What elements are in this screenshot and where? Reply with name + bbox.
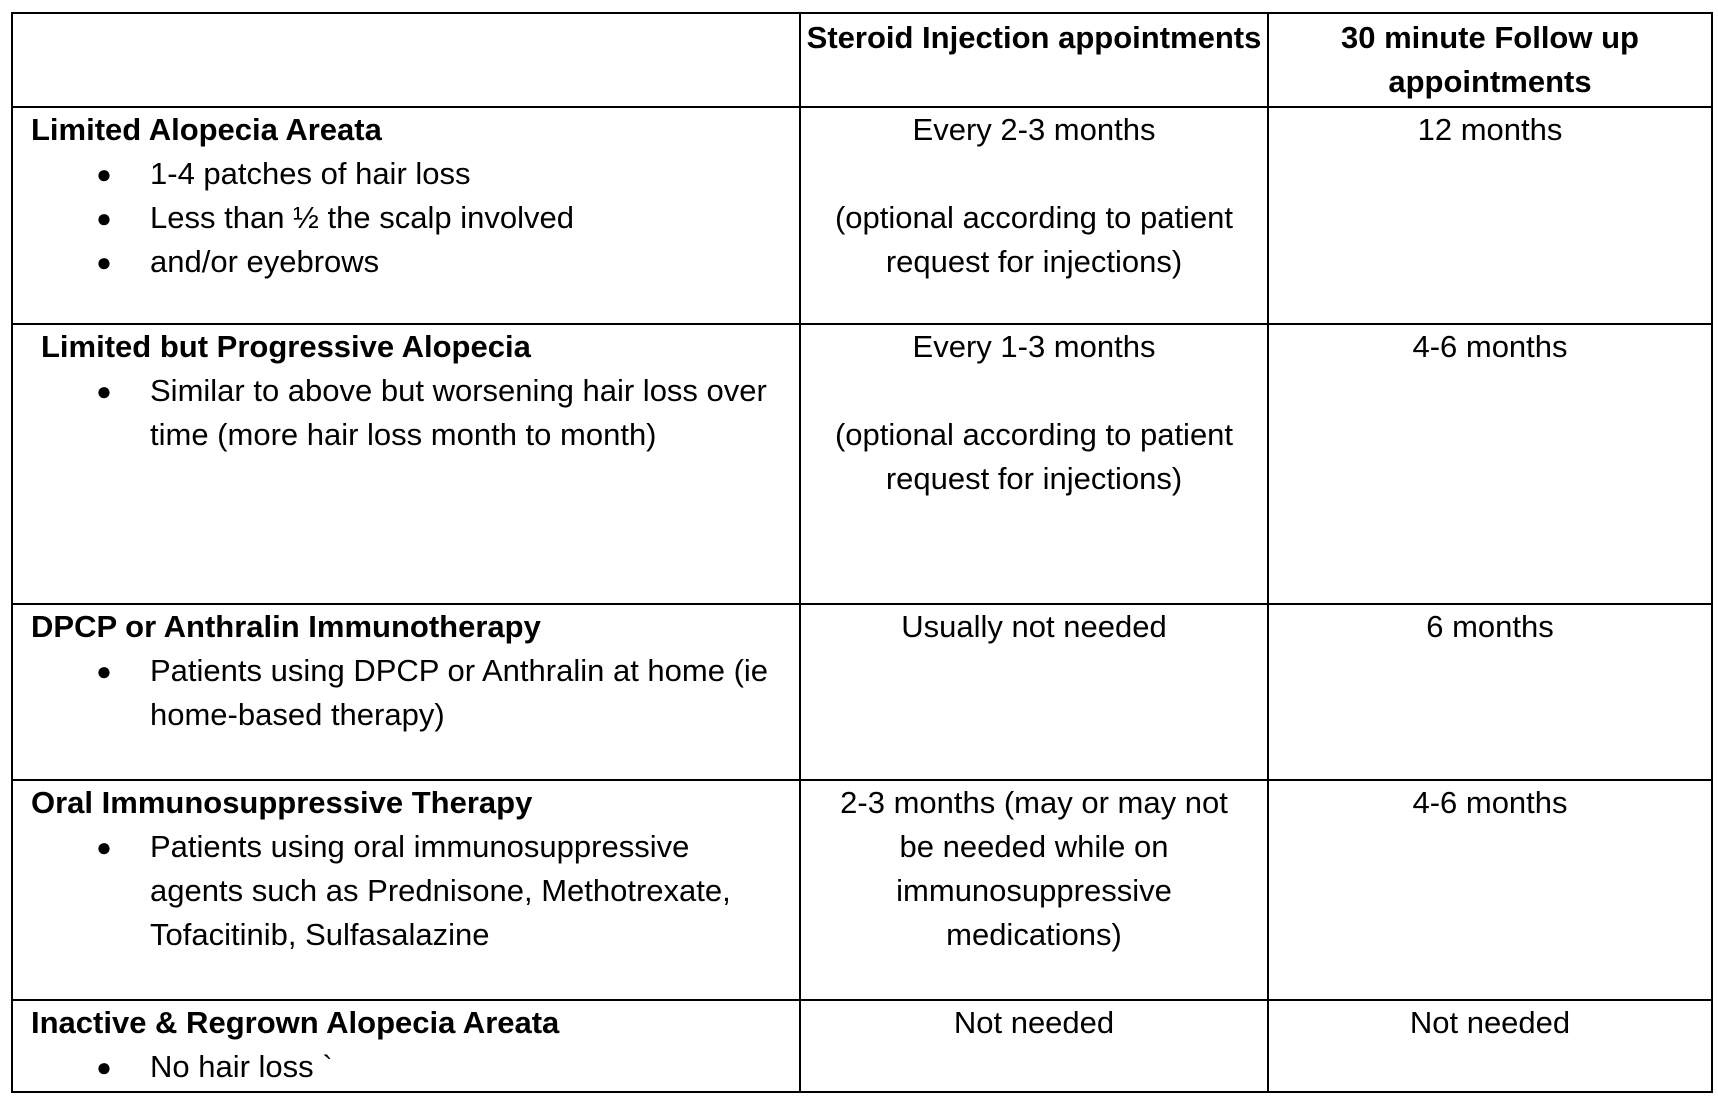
steroid-frequency: Every 2-3 months [912, 112, 1156, 147]
table-row [12, 780, 1712, 1000]
condition-title: DPCP or Anthralin Immunotherapy [31, 609, 541, 644]
followup-frequency: 4-6 months [1412, 785, 1568, 820]
table-row [12, 1000, 1712, 1092]
steroid-frequency: 2-3 months (may or may not be needed while on immunosuppressive medications) [840, 785, 1228, 952]
bullet-text: Patients using oral immunosuppressive agents such as Prednisone, Methotrexate, Tofacitinib, Sulfasalazine [150, 829, 731, 952]
followup-cell [1268, 780, 1712, 1000]
bullet-icon: ● [96, 656, 112, 686]
steroid-cell [800, 1000, 1268, 1092]
condition-cell [12, 107, 800, 324]
table-row [12, 324, 1712, 604]
list-item [31, 1045, 799, 1089]
condition-cell [12, 604, 800, 780]
steroid-cell [800, 604, 1268, 780]
condition-title: Limited but Progressive Alopecia [41, 329, 531, 364]
followup-frequency: 12 months [1417, 112, 1563, 147]
header-steroid-cell [800, 13, 1268, 107]
list-item [31, 369, 799, 457]
bullet-icon: ● [96, 247, 112, 277]
bullet-text: Less than ½ the scalp involved [150, 200, 574, 235]
list-item [31, 825, 799, 957]
condition-title: Oral Immunosuppressive Therapy [31, 785, 533, 820]
bullet-text: Patients using DPCP or Anthralin at home (ie home-based therapy) [150, 653, 769, 732]
followup-cell [1268, 604, 1712, 780]
table-row [12, 604, 1712, 780]
bullet-text: No hair loss ` [150, 1049, 333, 1084]
steroid-note: (optional according to patient request for injections) [834, 200, 1234, 279]
steroid-frequency: Every 1-3 months [912, 329, 1156, 364]
bullet-text: 1-4 patches of hair loss [150, 156, 471, 191]
condition-title: Limited Alopecia Areata [31, 112, 382, 147]
header-condition-cell [12, 13, 800, 107]
condition-cell [12, 780, 800, 1000]
followup-cell [1268, 1000, 1712, 1092]
condition-cell [12, 324, 800, 604]
followup-frequency: Not needed [1409, 1005, 1571, 1040]
followup-frequency: 4-6 months [1412, 329, 1568, 364]
steroid-cell [800, 324, 1268, 604]
condition-title: Inactive & Regrown Alopecia Areata [31, 1005, 560, 1040]
list-item [31, 196, 799, 240]
list-item [31, 240, 799, 284]
steroid-frequency: Not needed [953, 1005, 1115, 1040]
bullet-list [31, 649, 799, 737]
bullet-list [31, 1045, 799, 1089]
condition-cell [12, 1000, 800, 1092]
appointment-schedule-table [11, 12, 1713, 1093]
appointment-schedule-document [11, 12, 1711, 1093]
bullet-icon: ● [96, 159, 112, 189]
list-item [31, 649, 799, 737]
bullet-icon: ● [96, 1052, 112, 1082]
table-row [12, 107, 1712, 324]
list-item [31, 152, 799, 196]
header-followup-cell [1268, 13, 1712, 107]
bullet-icon: ● [96, 203, 112, 233]
bullet-icon: ● [96, 376, 112, 406]
header-followup-label: 30 minute Follow up appointments [1341, 20, 1639, 99]
steroid-frequency: Usually not needed [901, 609, 1167, 644]
followup-cell [1268, 107, 1712, 324]
steroid-cell [800, 780, 1268, 1000]
steroid-note: (optional according to patient request for injections) [834, 417, 1234, 496]
bullet-list [31, 152, 799, 284]
bullet-list [31, 825, 799, 957]
header-steroid-label: Steroid Injection appointments [806, 20, 1262, 55]
bullet-list [31, 369, 799, 457]
followup-cell [1268, 324, 1712, 604]
table-header-row [12, 13, 1712, 107]
followup-frequency: 6 months [1426, 609, 1554, 644]
bullet-icon: ● [96, 832, 112, 862]
steroid-cell [800, 107, 1268, 324]
bullet-text: and/or eyebrows [150, 244, 380, 279]
bullet-text: Similar to above but worsening hair loss over time (more hair loss month to month) [150, 373, 767, 452]
